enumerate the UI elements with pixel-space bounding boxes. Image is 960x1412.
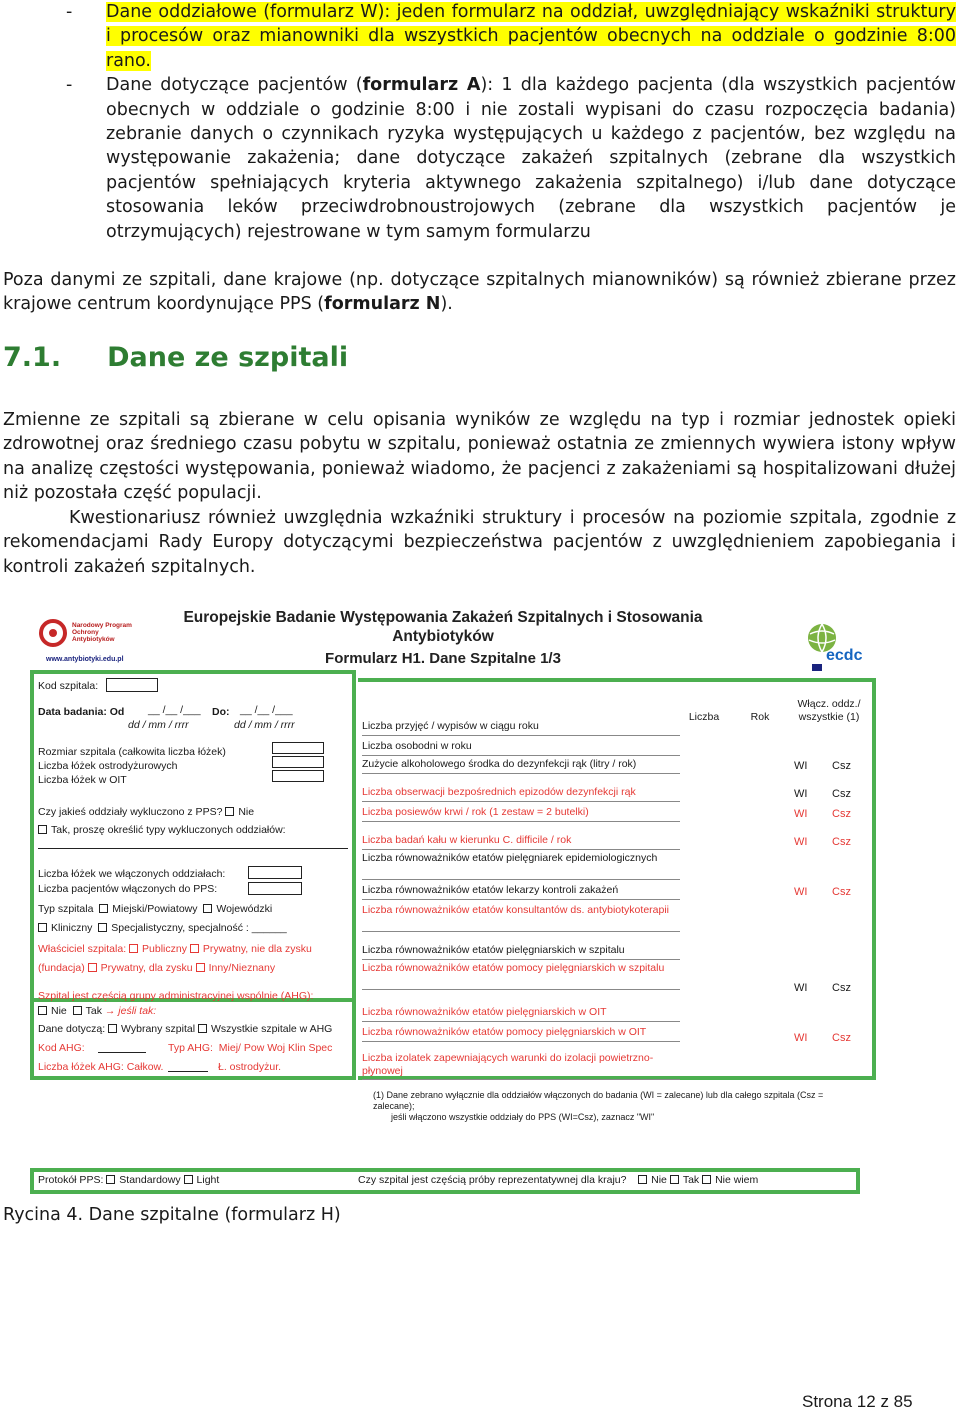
wi-option[interactable]: WI bbox=[794, 760, 808, 772]
light-checkbox[interactable] bbox=[184, 1175, 193, 1184]
page-number: Strona 12 z 85 bbox=[802, 1392, 913, 1411]
col-liczba: Liczba bbox=[688, 711, 720, 723]
npo-logo-url: www.antybiotyki.edu.pl bbox=[46, 656, 124, 663]
wojewodzki-checkbox[interactable] bbox=[203, 904, 212, 913]
bullet-dash: - bbox=[66, 2, 73, 22]
lozek-ahg-label: Liczba łóżek AHG: Całkow. bbox=[38, 1061, 164, 1073]
ahg-answer-row: Nie Tak → jeśli tak: bbox=[38, 1005, 156, 1018]
do-label: Do: bbox=[212, 706, 230, 718]
bullet-list bbox=[0, 0, 960, 244]
national-data-paragraph bbox=[3, 268, 956, 317]
footnote bbox=[373, 1090, 853, 1123]
inny-checkbox[interactable] bbox=[196, 963, 205, 972]
specjalistyczny-checkbox[interactable] bbox=[98, 923, 107, 932]
bullet-patient-data bbox=[0, 73, 960, 244]
pacjentow-field[interactable] bbox=[248, 882, 302, 895]
prywatny-nie-checkbox[interactable] bbox=[190, 944, 199, 953]
wybrany-checkbox[interactable] bbox=[108, 1024, 117, 1033]
bullet-text-rest: ): 1 dla każdego pacjenta (dla wszystkich pacjentów obecnych w oddziale o godzinie 8:00 i nie zostali wypisani do czasu rozpoczęcia badania) zebranie danych o czynnikach ryzyka występujących u każdego z pacjentów, bez względu na występowanie zakażenia; dane dotyczące zakażeń szpitalnych (zebrane dla wszystkich pacjentów spełniających kryteria aktywnego zakażenia szpitalnego) i/lub dane dotyczące stosowania leków przeciwdrobnoustrojowych (zebrane dla wszystkich pacjentów je otrzymujących) rejestrowane w tym samym formularzu bbox=[106, 75, 956, 242]
csz-option[interactable]: Csz bbox=[832, 886, 851, 898]
wi-option[interactable]: WI bbox=[794, 1032, 808, 1044]
typ-szpitala-row: Typ szpitala Miejski/Powiatowy Wojewódzki bbox=[38, 903, 273, 915]
national-text: Poza danymi ze szpitali, dane krajowe (np. dotyczące szpitalnych mianowników) są również zbierane przez krajowe centrum koordynujące PPS ( bbox=[3, 270, 956, 315]
indicator-row: Liczba równoważników etatów pielęgniarek epidemiologicznych bbox=[362, 852, 680, 880]
date-from-field[interactable]: __ /__ /___ bbox=[148, 704, 201, 716]
lozek-ostrych-field[interactable] bbox=[272, 756, 324, 768]
npo-logo-icon bbox=[38, 618, 68, 648]
indicator-row: Liczba badań kału w kierunku C. difficile / rok bbox=[362, 834, 680, 850]
indicator-row: Zużycie alkoholowego środka do dezynfekcji rąk (litry / rok) bbox=[362, 758, 680, 774]
npo-logo bbox=[38, 614, 158, 666]
npo-logo-text: Narodowy Program Ochrony Antybiotyków bbox=[72, 622, 132, 643]
indicator-row: Liczba osobodni w roku bbox=[362, 740, 680, 756]
ostrodyzur-label: Ł. ostrodyżur. bbox=[218, 1061, 282, 1073]
ahg-question: Szpital jest częścią grupy administracyjnej wspólnie (AHG): bbox=[38, 990, 314, 1002]
ecdc-logo-icon bbox=[804, 620, 862, 674]
date-to-field[interactable]: __ /__ /___ bbox=[240, 704, 293, 716]
wi-option[interactable]: WI bbox=[794, 808, 808, 820]
indicator-row: Liczba posiewów krwi / rok (1 zestaw = 2 butelki) bbox=[362, 806, 680, 822]
indicator-row: Liczba przyjęć / wypisów w ciągu roku bbox=[362, 720, 680, 736]
pacjentow-label: Liczba pacjentów włączonych do PPS: bbox=[38, 883, 218, 895]
lozek-wlaczonych-field[interactable] bbox=[248, 866, 302, 879]
ahg-nie-checkbox[interactable] bbox=[38, 1006, 47, 1015]
dane-dotycza-row: Dane dotyczą: Wybrany szpital Wszystkie szpitale w AHG bbox=[38, 1023, 333, 1035]
kod-ahg-label: Kod AHG: bbox=[38, 1042, 85, 1054]
wi-option[interactable]: WI bbox=[794, 788, 808, 800]
repr-nie-wiem-checkbox[interactable] bbox=[702, 1175, 711, 1184]
indicator-row: Liczba równoważników etatów pomocy pielęgniarskich w OIT bbox=[362, 1026, 680, 1042]
date-format-to: dd / mm / rrrr bbox=[234, 719, 295, 731]
wi-option[interactable]: WI bbox=[794, 886, 808, 898]
wykluczono-tak-checkbox[interactable] bbox=[38, 825, 47, 834]
date-format-from: dd / mm / rrrr bbox=[128, 719, 189, 731]
publiczny-checkbox[interactable] bbox=[129, 944, 138, 953]
highlighted-text: Dane oddziałowe (formularz W): jeden formularz na oddział, uwzględniający wskaźniki struktury i procesów oraz mianowniki dla wszystkich pacjentów obecnych na oddziale o godzinie 8:00 rano. bbox=[106, 2, 956, 71]
typ-ahg-row: Typ AHG: Miej/ Pow Woj Klin Spec bbox=[168, 1042, 333, 1054]
national-text-end: ). bbox=[440, 294, 453, 315]
bullet-bold: formularz A bbox=[362, 75, 481, 96]
paragraph-variables: Zmienne ze szpitali są zbierane w celu opisania wyników ze względu na typ i rozmiar jednostek opieki zdrowotnej oraz średniego czasu pobytu w szpitalu, ponieważ ostatnia ze zmiennych wywiera istony wpływ na analizę częstości występowania, ponieważ wiadomo, że pacjenci z zakażeniami są hospitalizowani dłużej niż pozostała część populacji. bbox=[3, 410, 956, 504]
wlasciciel-row: Właściciel szpitala: Publiczny Prywatny, nie dla zysku bbox=[38, 943, 312, 955]
paragraph-questionnaire: Kwestionariusz również uwzględnia wzkaźniki struktury i procesów na poziomie szpitala, zgodnie z rekomendacjami Rady Europy dotyczącymi bezpieczeństwa pacjentów z uwzględnieniem zapobiegania i kontroli zakażeń szpitalnych. bbox=[3, 508, 956, 577]
indicator-row: Liczba równoważników etatów lekarzy kontroli zakażeń bbox=[362, 884, 680, 900]
wykluczono-tak: Tak, proszę określić typy wykluczonych oddziałów: bbox=[38, 824, 286, 837]
form-title: Europejskie Badanie Występowania Zakażeń Szpitalnych i Stosowania Antybiotyków bbox=[183, 609, 703, 645]
wykluczono-nie-checkbox[interactable] bbox=[225, 807, 234, 816]
indicator-row: Liczba równoważników etatów konsultantów ds. antybiotykoterapii bbox=[362, 904, 680, 932]
col-rok: Rok bbox=[750, 711, 770, 723]
bullet-text: Dane dotyczące pacjentów ( bbox=[106, 75, 363, 96]
lozek-oit-label: Liczba łóżek w OIT bbox=[38, 774, 127, 786]
repr-tak-checkbox[interactable] bbox=[670, 1175, 679, 1184]
section-title: Dane ze szpitali bbox=[107, 342, 349, 373]
ecdc-logo-text: ecdc bbox=[826, 647, 862, 664]
csz-option[interactable]: Csz bbox=[832, 982, 851, 994]
standardowy-checkbox[interactable] bbox=[106, 1175, 115, 1184]
csz-option[interactable]: Csz bbox=[832, 1032, 851, 1044]
csz-option[interactable]: Csz bbox=[832, 808, 851, 820]
kod-ahg-field[interactable] bbox=[98, 1052, 146, 1053]
wykluczono-line[interactable] bbox=[38, 848, 348, 849]
form-h1-figure bbox=[28, 600, 860, 1200]
miejski-checkbox[interactable] bbox=[99, 904, 108, 913]
kod-label: Kod szpitala: bbox=[38, 680, 99, 692]
csz-option[interactable]: Csz bbox=[832, 836, 851, 848]
wykluczono-question: Czy jakieś oddziały wykluczono z PPS? Nie bbox=[38, 806, 255, 818]
indicator-row: Liczba równoważników etatów pielęgniarskich w szpitalu bbox=[362, 944, 680, 960]
bottom-row-right: Czy szpital jest częścią próby reprezentatywnej dla kraju? Nie Tak Nie wiem bbox=[358, 1174, 759, 1186]
csz-option[interactable]: Csz bbox=[832, 760, 851, 772]
wi-option[interactable]: WI bbox=[794, 836, 808, 848]
bottom-row-left: Protokół PPS: Standardowy Light bbox=[38, 1174, 220, 1186]
indicator-row: Liczba obserwacji bezpośrednich epizodów dezynfekcji rąk bbox=[362, 786, 680, 802]
lozek-wlaczonych-label: Liczba łóżek we włączonych oddziałach: bbox=[38, 868, 226, 880]
indicator-row: Liczba równoważników etatów pielęgniarskich w OIT bbox=[362, 1006, 680, 1022]
lozek-oit-field[interactable] bbox=[272, 770, 324, 782]
lozek-ahg-field[interactable] bbox=[168, 1071, 208, 1072]
lozek-ostrych-label: Liczba łóżek ostrodyżurowych bbox=[38, 760, 178, 772]
bullet-dash: - bbox=[66, 75, 73, 96]
bullet-ward-data bbox=[0, 0, 960, 73]
section-heading bbox=[3, 342, 348, 373]
data-badania-label: Data badania: Od bbox=[38, 706, 125, 718]
footnote-line1: (1) Dane zebrano wyłącznie dla oddziałów włączonych do badania (WI = zalecane) lub dla całego szpitala (Csz = zalecane); bbox=[373, 1090, 824, 1111]
section-number: 7.1. bbox=[3, 342, 62, 373]
ahg-tak-checkbox[interactable] bbox=[73, 1006, 82, 1015]
wi-option[interactable]: WI bbox=[794, 982, 808, 994]
figure-caption: Rycina 4. Dane szpitalne (formularz H) bbox=[3, 1205, 341, 1225]
wszystkie-checkbox[interactable] bbox=[198, 1024, 207, 1033]
wlasciciel-row2: (fundacja) Prywatny, dla zysku Inny/Nieznany bbox=[38, 962, 276, 974]
form-subtitle: Formularz H1. Dane Szpitalne 1/3 bbox=[325, 650, 561, 667]
national-bold: formularz N bbox=[324, 294, 441, 315]
prywatny-dla-checkbox[interactable] bbox=[88, 963, 97, 972]
rozmiar-field[interactable] bbox=[272, 742, 324, 754]
indicator-row: Liczba izolatek zapewniających warunki do izolacji powietrzno-płynowej bbox=[362, 1052, 680, 1080]
typ-szpitala-row2: Kliniczny Specjalistyczny, specjalność : ______ bbox=[38, 922, 287, 935]
csz-option[interactable]: Csz bbox=[832, 788, 851, 800]
indicator-row: Liczba równoważników etatów pomocy pielęgniarskich w szpitalu bbox=[362, 962, 680, 990]
rozmiar-label: Rozmiar szpitala (całkowita liczba łóżek) bbox=[38, 746, 226, 758]
col-wlacz: Włącz. oddz./ wszystkie (1) bbox=[797, 698, 861, 723]
kod-field[interactable] bbox=[106, 678, 158, 692]
kliniczny-checkbox[interactable] bbox=[38, 923, 47, 932]
footnote-line2: jeśli włączono wszystkie oddziały do PPS (WI=Csz), zaznacz "WI" bbox=[391, 1112, 655, 1122]
repr-nie-checkbox[interactable] bbox=[638, 1175, 647, 1184]
